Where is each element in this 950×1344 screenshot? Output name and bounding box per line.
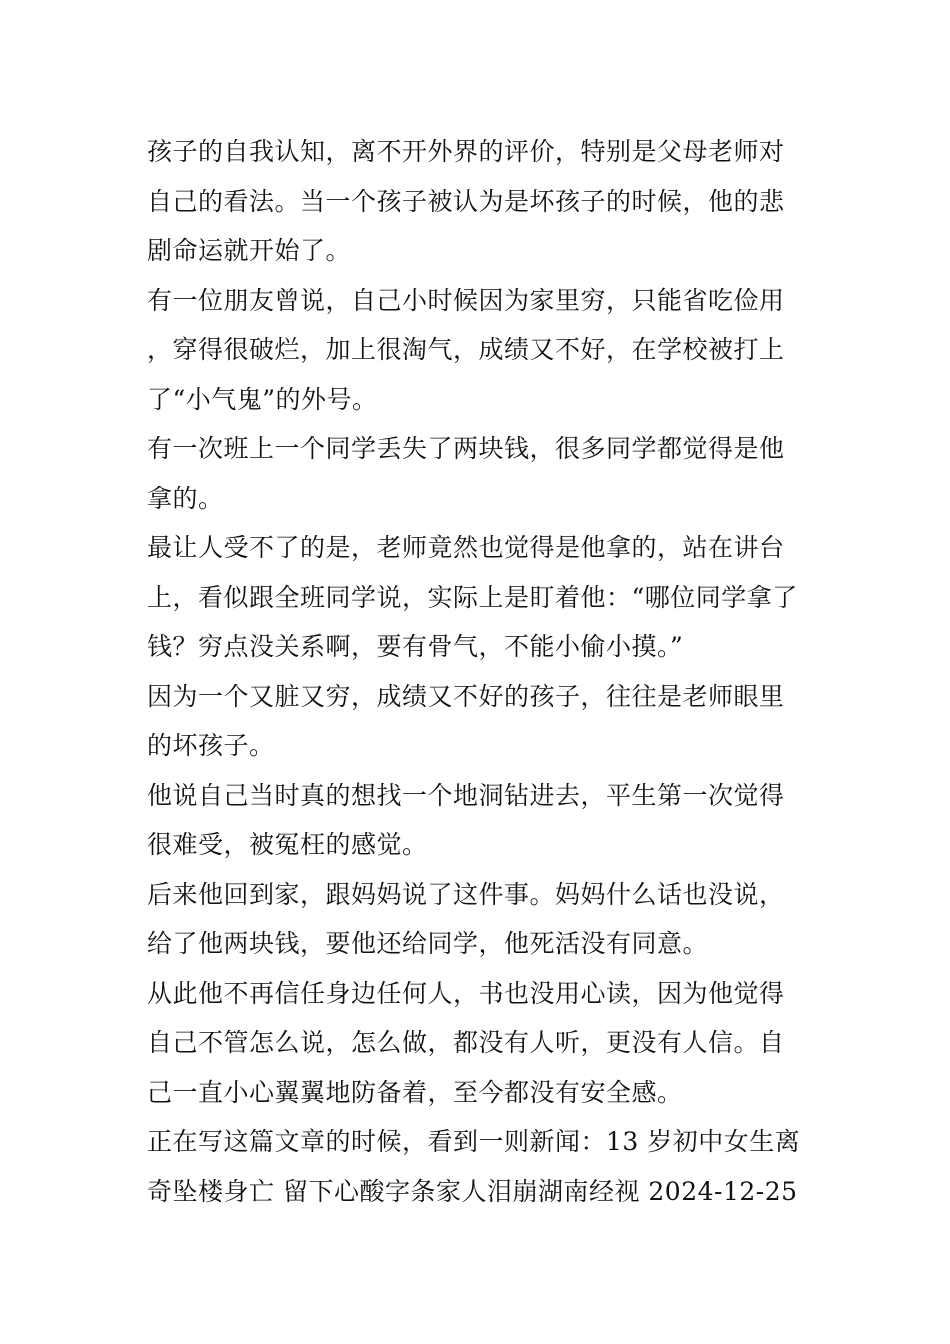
paragraph-2: 有一位朋友曾说，自己小时候因为家里穷，只能省吃俭用，穿得很破烂，加上很淘气，成绩又不好，在学校被打上了“小气鬼”的外号。: [147, 285, 785, 414]
paragraph-7: 后来他回到家，跟妈妈说了这件事。妈妈什么话也没说，给了他两块钱，要他还给同学，他死活没有同意。: [147, 879, 785, 958]
paragraph-9: 正在写这篇文章的时候，看到一则新闻：13 岁初中女生离奇坠楼身亡 留下心酸字条家人泪崩湖南经视 2024-12-25: [147, 1127, 801, 1206]
paragraph-1: 孩子的自我认知，离不开外界的评价，特别是父母老师对自己的看法。当一个孩子被认为是坏孩子的时候，他的悲剧命运就开始了。: [147, 137, 785, 265]
article-body: [147, 127, 807, 1216]
paragraph-6: 他说自己当时真的想找一个地洞钻进去，平生第一次觉得很难受，被冤枉的感觉。: [147, 780, 785, 859]
paragraph-8: 从此他不再信任身边任何人，书也没用心读，因为他觉得自己不管怎么说，怎么做，都没有人听，更没有人信。自己一直小心翼翼地防备着，至今都没有安全感。: [147, 978, 785, 1107]
paragraph-3: 有一次班上一个同学丢失了两块钱，很多同学都觉得是他拿的。: [147, 434, 785, 513]
paragraph-4: 最让人受不了的是，老师竟然也觉得是他拿的，站在讲台上，看似跟全班同学说，实际上是盯着他：“哪位同学拿了钱？穷点没关系啊，要有骨气，不能小偷小摸。”: [147, 533, 798, 661]
paragraph-5: 因为一个又脏又穷，成绩又不好的孩子，往往是老师眼里的坏孩子。: [147, 681, 785, 760]
